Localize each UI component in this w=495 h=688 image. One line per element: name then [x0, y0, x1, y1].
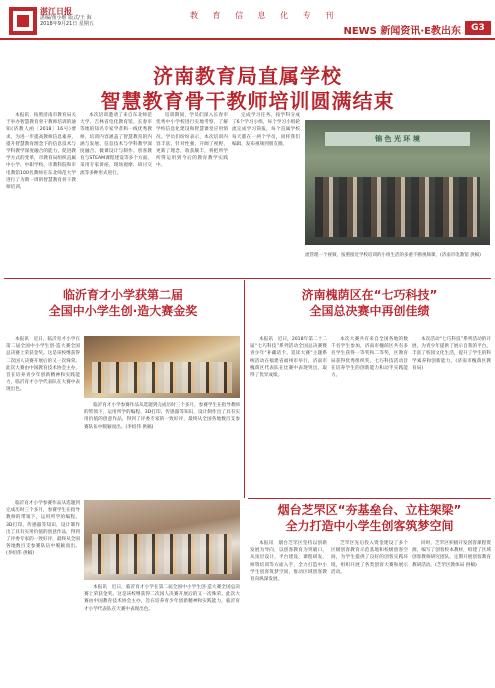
bottom-article-col-1: 本报讯 烟台芝罘区坚持以创新发展为导向，以创客教育为突破口，从顶层设计、平台建设、课程研发、师资培训等方面入手，全力打造中小学生创客筑梦空间，推动区域创客教育向纵深发展。 — [250, 541, 327, 583]
page-header — [0, 0, 495, 60]
left-article-col-2: 临沂育才小学参赛作品从选题到完成历时三个多月，参赛学生在指导教师的带领下，运用所学的编程、3D打印、传感器等知识，设计制作出了具有实用价值的创意作品，得到了评委专家的一致好评，最终从全国各地数百支参赛队伍中脱颖而出。(李绍伟 供稿) — [84, 403, 240, 430]
column-divider — [244, 280, 245, 498]
main-article-col-3: 培训期间，学员们深入长春市优秀中小学校进行实地考察，了解学校信息化建设和智慧课堂应用情况。学员们纷纷表示，本次培训内容丰富、针对性强，开阔了视野，更新了理念，收获颇丰，将把所学所得运用到今后的教育教学实践中。 — [156, 113, 228, 169]
right-article-col-2: 本次大赛共有来自全国各地的数千名学生参加，济南市槐荫区共有多名学生获得一等奖和二等奖，区教育局获得优秀组织奖。七巧科技活动旨在培养学生的创新能力和动手实践能力。 — [331, 337, 408, 379]
section-divider-2 — [248, 498, 491, 499]
right-article-col-3: 本次活动“七巧科技”系列活动的开展，为青少年提供了展示自我的平台，丰富了校园文化生活，提升了学生的科学素养和创新能力。(济南市槐荫区教育局) — [412, 337, 491, 371]
header-divider — [0, 38, 495, 40]
section-divider-1 — [4, 278, 491, 279]
page-number-badge: G3 — [465, 21, 491, 35]
right-article-col-1: 本报讯 近日，2018年第二十二届“七巧科技”系列活动全国总决赛暨青少年“补藏话卡、追读大赛”主题系统活动在福建省福州市举行，济南市槐荫区代表队在比赛中表现突出，取得了优异成绩。 — [250, 337, 327, 379]
bottom-article-col-3: 同时，芝罘区积极开发创客课程资源，编写了创客校本教材，组建了区域创客教师研究团队，定期开展创客教育教研活动。(芝罘区教体局 供稿) — [412, 541, 491, 568]
photo-caption: 流管理一个视频，按照接近学校培训的小组生活的多重不断视频课，(济南市电教馆 供稿) — [305, 253, 481, 258]
main-headline-line-2: 智慧教育骨干教师培训圆满结束 — [100, 89, 395, 113]
section-left-title-2: 全国中小学生创·造大赛金奖 — [48, 304, 198, 318]
student-award-photo — [84, 336, 240, 398]
main-article-col-2: 本次培训邀请了来自东北师范大学、吉林省电化教育馆、长春市等地的知名专家学者和一线优秀教师，培训内容涵盖了智慧教育的内涵与发展、信息技术与学科教学深度融合、微课设计与制作、创客教育与STEAM课程建设等多个方面，采用专家讲座、现场观摩、研讨交流等多种形式进行。 — [80, 113, 152, 176]
left-article-col-1: 本报讯 近日，临沂育才小学在第二届全国中小学生创·造大赛全国总决赛上荣获金奖。这是该校继获得二次国人决赛开展后的又一次殊荣。此次大赛由中国教育技术协会主办，旨在培养青少年创新精神和实践能力，临沂育才小学代表队在大赛中表现出色。 — [6, 337, 80, 393]
left-article-col-3: 临沂育才小学参赛作品从选题到完成历时三个多月，参赛学生在指导教师的带领下，运用所学的编程、3D打印、传感器等知识，设计制作出了具有实用价值的创意作品，得到了评委专家的一致好评，最终从全国各地数百支参赛队伍中脱颖而出。(李绍伟 供稿) — [6, 501, 80, 557]
section-right-title-2: 全国总决赛中再创佳绩 — [309, 304, 430, 318]
section-left-title-1: 临沂育才小学获第二届 — [62, 288, 183, 302]
section-bottom-title-1: 烟台芝罘区“夯基垒台、立柱架梁” — [277, 503, 462, 517]
photo-banner: 锦 色 光 环 境 — [325, 132, 470, 146]
left-article-col-4: 本报讯 近日，临沂育才小学在第二届全国中小学生创·造大赛全国总决赛上荣获金奖。这是该校继获得二次国人决赛开展后的又一次殊荣。此次大赛由中国教育技术协会主办，旨在培养青少年创新精神和实践能力，临沂育才小学代表队在大赛中表现出色。 — [84, 585, 240, 612]
masthead-title: 湛江日报 — [40, 7, 72, 16]
section-nav-title: NEWS 新闻资讯·E教出东 — [343, 26, 461, 37]
issue-line-2: 2018年9月21日 星期五 — [40, 21, 94, 27]
maker-space-photo — [84, 500, 240, 580]
bottom-article-col-2: 芝罘区先后投入资金建设了多个区级创客教育示范基地和校级创客空间，为学生提供了良好的创客实践环境，组织开展了各类创客大赛和展示活动。 — [331, 541, 408, 575]
masthead-logo-icon — [8, 6, 38, 36]
section-right-title-1: 济南槐荫区在“七巧科技” — [301, 288, 438, 302]
photo-people — [315, 177, 480, 237]
section-slogan: 教 育 信 息 化 专 刊 — [190, 11, 340, 20]
main-article-col-4: 完成学习任务。按学科分成了6个学习小组，每个学习小组轮流完成学习简报，每个直属学校每天都在一两个学员，同样我们编辑，发布视频到朋友圈， — [232, 113, 300, 147]
section-bottom-title-2: 全力打造中小学生创客筑梦空间 — [285, 519, 454, 533]
main-headline-line-1: 济南教育局直属学校 — [153, 64, 342, 88]
training-group-photo — [305, 120, 490, 245]
main-article-col-1: 本报讯 按照济南市教育局关于举办智慧教育骨干教师培训的通知(济教人函〔2018〕16号)要求，为进一步提高教师信息素养，提升智慧教育理念下的信息技术与学科教学深度融合的能力，促进教学方式的变革，市教育局组织直属中小学、中职学校、市教科院和市电教馆100名教师在东北师范大学进行了为期一周的智慧教育骨干教师培训， — [6, 113, 76, 191]
issue-line-1: 湛编/黄小维 版式/王 海 — [40, 15, 92, 21]
